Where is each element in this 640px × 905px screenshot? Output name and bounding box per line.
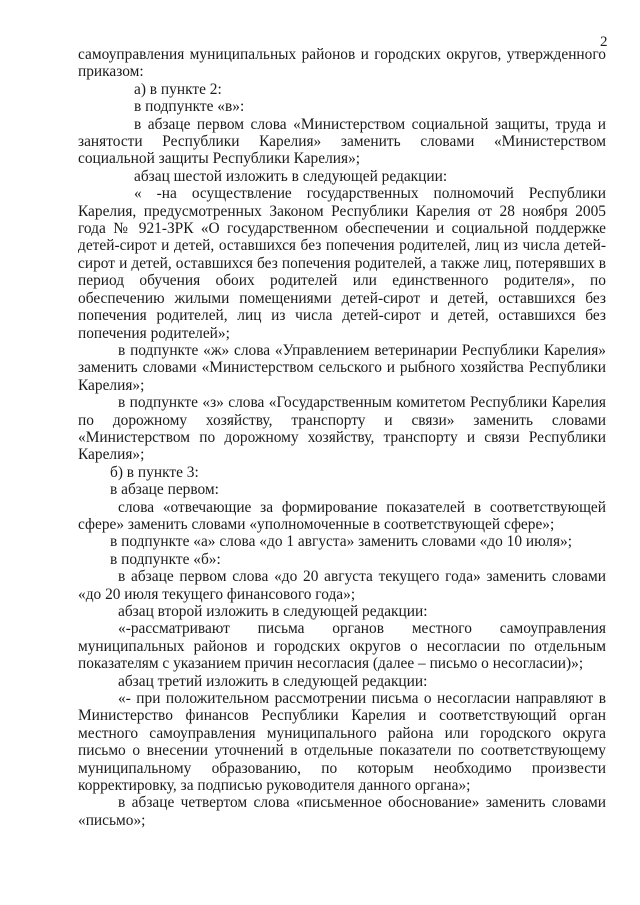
paragraph: «- при положительном рассмотрении письма о несогласии направляют в Министерство финансов Республики Карелия и соответствующий орган местного самоуправления муниципального района или городского округа письмо о внесении уточнений в отдельные показатели по соответствующему муниципальному образованию, по которым необходимо произвести корректировку, за подписью руководителя данного органа»; bbox=[78, 690, 606, 795]
paragraph: абзац третий изложить в следующей редакции: bbox=[118, 672, 428, 690]
paragraph: в подпункте «б»: bbox=[110, 550, 221, 568]
paragraph: « -на осуществление государственных полномочий Республики Карелия, предусмотренных Законом Республики Карелия от 28 ноября 2005 года № 921-ЗРК «О государственном обеспечении и социальной поддержке детей-сирот и детей, оставшихся без попечения родителей, лиц из числа детей-сирот и детей, оставшихся без попечения родителей, а также лиц, потерявших в период обучения обоих родителей или единственного родителя», по обеспечению жилыми помещениями детей-сирот и детей, оставшихся без попечения родителей, лиц из числа детей-сирот и детей, оставшихся без попечения родителей»; bbox=[78, 185, 606, 342]
page-number: 2 bbox=[600, 34, 608, 50]
paragraph: в абзаце первом слова «Министерством социальной защиты, труда и занятости Республики Карелия» заменить словами «Министерством социальной защиты Республики Карелия»; bbox=[78, 115, 606, 168]
paragraph: «-рассматривают письма органов местного самоуправления муниципальных районов и городских округов о несогласии по отдельным показателям с указанием причин несогласия (далее – письмо о несогласии)»; bbox=[78, 620, 606, 673]
paragraph: самоуправления муниципальных районов и городских округов, утвержденного приказом: bbox=[78, 46, 606, 81]
paragraph: в абзаце первом слова «до 20 августа текущего года» заменить словами «до 20 июля текущего финансового года»; bbox=[78, 568, 606, 603]
paragraph: в подпункте «а» слова «до 1 августа» заменить словами «до 10 июля»; bbox=[110, 533, 572, 551]
paragraph: в подпункте «ж» слова «Управлением ветеринарии Республики Карелия» заменить словами «Министерством сельского и рыбного хозяйства Республики Карелия»; bbox=[78, 341, 606, 394]
document-body bbox=[78, 46, 606, 829]
paragraph: абзац шестой изложить в следующей редакции: bbox=[134, 167, 448, 185]
paragraph: в абзаце четвертом слова «письменное обоснование» заменить словами «письмо»; bbox=[78, 794, 606, 829]
paragraph: слова «отвечающие за формирование показателей в соответствующей сфере» заменить словами «уполномоченные в соответствующей сфере»; bbox=[78, 498, 606, 533]
paragraph: в подпункте «в»: bbox=[134, 98, 245, 116]
paragraph: а) в пункте 2: bbox=[134, 80, 222, 98]
paragraph: абзац второй изложить в следующей редакции: bbox=[118, 603, 428, 620]
paragraph: в абзаце первом: bbox=[110, 481, 219, 499]
paragraph: в подпункте «з» слова «Государственным комитетом Республики Карелия по дорожному хозяйству, транспорту и связи» заменить словами «Министерством по дорожному хозяйству, транспорту и связи Республики Карелия»; bbox=[78, 394, 606, 464]
paragraph: б) в пункте 3: bbox=[110, 463, 199, 481]
